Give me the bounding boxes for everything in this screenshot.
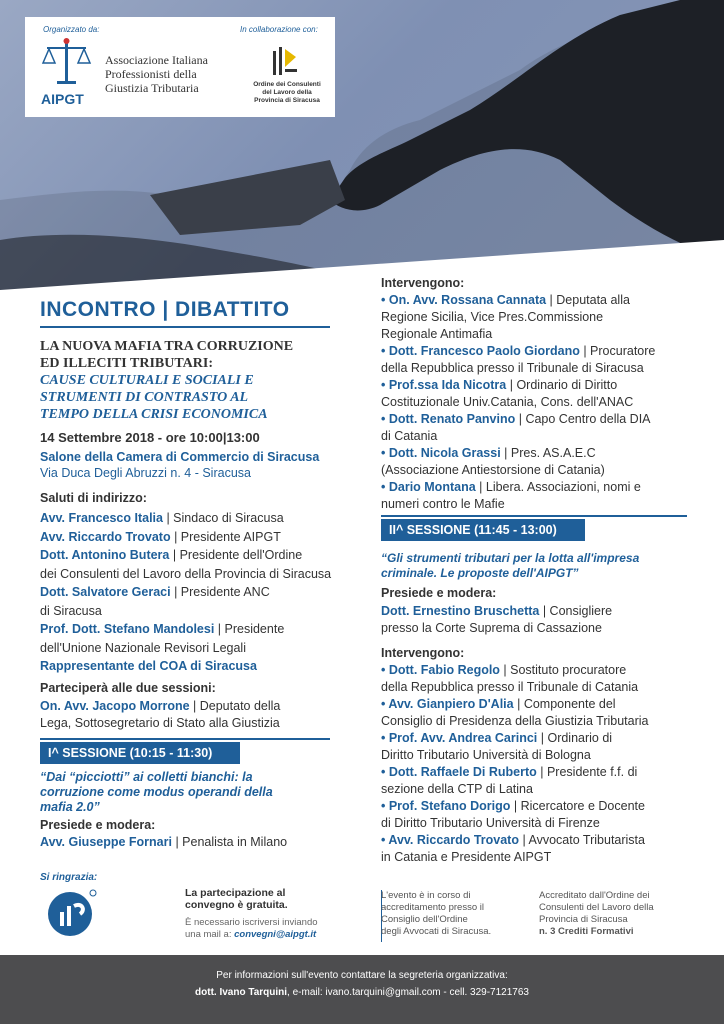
text-line (40, 604, 102, 619)
aipgt-scales-logo (39, 37, 94, 89)
event-title-line: ED ILLECITI TRIBUTARI: (40, 356, 213, 371)
registration-email-link[interactable]: convegni@aipgt.it (234, 929, 317, 940)
event-date: 14 Settembre 2018 - ore 10:00|13:00 (40, 430, 260, 445)
session1-chair (40, 835, 287, 850)
person-role: | Presidente dell'Ordine (169, 548, 303, 562)
person-role: di Catania (381, 429, 438, 443)
person-role: | Sostituto procuratore (499, 663, 627, 677)
text-line (40, 716, 280, 731)
accreditation-line: degli Avvocati di Siracusa. (381, 926, 492, 937)
footer-contact-line (0, 987, 724, 998)
collaborator-name-line: del Lavoro della (262, 89, 312, 96)
person-name: • Dott. Raffaele Di Ruberto (381, 765, 537, 779)
person-name: Avv. Riccardo Trovato (40, 529, 171, 544)
text-line (381, 497, 505, 512)
text-line (40, 659, 257, 674)
person-name: • Prof.ssa Ida Nicotra (381, 378, 507, 392)
text-line (381, 680, 638, 695)
text-line (381, 463, 605, 478)
person-role: | Presidente f.f. di (536, 765, 638, 779)
person-role: presso la Corte Suprema di Cassazione (381, 621, 602, 635)
accreditation-consultants (539, 890, 654, 938)
thanks-label: Si ringrazia: (40, 872, 98, 883)
person-name: • Avv. Riccardo Trovato (381, 833, 519, 847)
sponsor-logo (46, 888, 98, 938)
person-role: | Pres. AS.A.E.C (500, 446, 596, 460)
person-role: | Sindaco di Siracusa (162, 511, 284, 525)
person-name: • Avv. Gianpiero D'Alia (381, 697, 514, 711)
speakers2-heading: Intervengono: (381, 646, 465, 660)
text-line (381, 816, 600, 831)
session1-chair-heading: Presiede e modera: (40, 818, 156, 832)
text-line (381, 748, 591, 763)
event-subtitle-line: STRUMENTI DI CONTRASTO AL (40, 390, 249, 405)
registration-line: È necessario iscriversi inviando (185, 917, 318, 928)
person-role: di Diritto Tributario Università di Firenze (381, 816, 600, 830)
footer-info-line: Per informazioni sull'evento contattare la segreteria organizzativa: (216, 970, 508, 981)
text-line (381, 344, 655, 359)
person-role: Lega, Sottosegretario di Stato alla Giustizia (40, 716, 280, 730)
collaborator-name-line: Provincia di Siracusa (254, 97, 320, 104)
person-role: Regione Sicilia, Vice Pres.Commissione (381, 310, 604, 324)
person-name: • Prof. Stefano Dorigo (381, 799, 511, 813)
accreditation-line: Provincia di Siracusa (539, 914, 628, 925)
person-name: • Dott. Fabio Regolo (381, 663, 500, 677)
text-line (40, 548, 302, 563)
session1-label: I^ SESSIONE (10:15 - 11:30) (40, 742, 240, 764)
free-participation (185, 887, 288, 911)
text-line (381, 412, 651, 427)
text-line (381, 765, 637, 780)
session1-quote (40, 770, 273, 815)
person-role: | Ordinario di (537, 731, 613, 745)
speakers1-heading: Intervengono: (381, 276, 465, 290)
session1-quote-line: corruzione come modus operandi della (40, 785, 273, 799)
chair-role: | Penalista in Milano (171, 835, 288, 849)
person-role: | Ordinario di Diritto (506, 378, 618, 392)
text-line (381, 480, 641, 495)
text-line (381, 782, 533, 797)
session2-divider (381, 515, 687, 517)
event-venue: Salone della Camera di Commercio di Siracusa (40, 450, 320, 464)
person-role: | Componente del (513, 697, 616, 711)
person-role: di Siracusa (40, 603, 102, 618)
text-line (381, 378, 617, 393)
person-role: della Repubblica presso il Tribunale di Catania (381, 680, 639, 694)
footer-contact (0, 955, 724, 1024)
person-role: | Deputata alla (546, 293, 630, 307)
person-name: • Dott. Nicola Grassi (381, 446, 501, 460)
event-subtitle-line: TEMPO DELLA CRISI ECONOMICA (40, 407, 268, 422)
chair-name: Avv. Giuseppe Fornari (40, 835, 172, 849)
session2-quote (381, 551, 639, 581)
accreditation-line: Consiglio dell'Ordine (381, 914, 468, 925)
person-role: Regionale Antimafia (381, 327, 493, 341)
text-line (40, 622, 284, 637)
text-line (40, 585, 270, 600)
session2-chair-heading: Presiede e modera: (381, 586, 497, 600)
person-role: | Capo Centro della DIA (515, 412, 651, 426)
text-line (381, 446, 596, 461)
accreditation-line: L'evento è in corso di (381, 890, 471, 901)
person-name: Rappresentante del COA di Siracusa (40, 659, 257, 673)
text-line (381, 621, 602, 636)
person-role: | Procuratore (579, 344, 656, 358)
person-name: Dott. Ernestino Bruschetta (381, 604, 540, 618)
logo-panel (25, 17, 335, 117)
text-line (381, 361, 644, 376)
person-role: | Presidente AIPGT (170, 529, 281, 544)
organizer-name-line: Professionisti della (105, 67, 197, 81)
session1-divider (40, 738, 330, 740)
person-role: della Repubblica presso il Tribunale di Siracusa (381, 361, 644, 375)
event-kind-heading: INCONTRO | DIBATTITO (40, 298, 290, 321)
session1-quote-line: mafia 2.0” (40, 800, 100, 814)
organizer-name (105, 53, 208, 95)
accreditation-line: Accreditato dall'Ordine dei (539, 890, 650, 901)
accreditation-line: accreditamento presso il (381, 902, 484, 913)
person-role: | Avvocato Tributarista (518, 833, 645, 847)
contact-name: dott. Ivano Tarquini (195, 987, 288, 998)
text-line (40, 567, 331, 582)
hero-photo (0, 0, 724, 290)
heading-divider (40, 326, 330, 328)
session2-quote-line: criminale. Le proposte dell'AIPGT” (381, 566, 579, 580)
text-line (40, 641, 246, 656)
text-line (381, 310, 603, 325)
text-line (381, 714, 649, 729)
text-line (381, 833, 645, 848)
session1-quote-line: “Dai “picciotti” ai colletti bianchi: la (40, 770, 253, 784)
person-role: numeri contro le Mafie (381, 497, 505, 511)
organizer-name-line: Giustizia Tributaria (105, 81, 199, 95)
ordine-consulenti-logo (270, 45, 300, 77)
person-name: Prof. Dott. Stefano Mandolesi (40, 622, 215, 636)
person-name: • Prof. Avv. Andrea Carinci (381, 731, 538, 745)
text-line (381, 663, 626, 678)
registration-prefix: una mail a: (185, 929, 235, 940)
organizer-name-line: Associazione Italiana (105, 53, 208, 67)
text-line (40, 530, 281, 545)
event-address: Via Duca Degli Abruzzi n. 4 - Siracusa (40, 466, 251, 480)
collaborator-name-line: Ordine dei Consulenti (253, 81, 321, 88)
text-line (381, 604, 612, 619)
person-role: | Presidente (214, 622, 285, 636)
person-role: | Consigliere (539, 604, 613, 618)
person-role: | Presidente ANC (170, 585, 270, 599)
person-role: dei Consulenti del Lavoro della Provincia di Siracusa (40, 566, 332, 581)
free-participation-line: convegno è gratuita. (185, 899, 288, 911)
person-role: Consiglio di Presidenza della Giustizia Tributaria (381, 714, 649, 728)
person-role: in Catania e Presidente AIPGT (381, 850, 552, 864)
text-line (381, 697, 616, 712)
person-role: | Deputato della (189, 699, 281, 713)
collaboration-label: In collaborazione con: (240, 25, 318, 34)
aipgt-acronym: AIPGT (41, 91, 84, 107)
accreditation-lawyers (381, 890, 491, 938)
contact-details[interactable]: , e-mail: ivano.tarquini@gmail.com - cell. 329-7121763 (287, 987, 529, 998)
session2-label: II^ SESSIONE (11:45 - 13:00) (381, 519, 585, 541)
person-role: dell'Unione Nazionale Revisori Legali (40, 640, 246, 655)
session2-quote-line: “Gli strumenti tributari per la lotta all'impresa (381, 551, 640, 565)
text-line (40, 511, 284, 526)
registration-note (185, 917, 318, 941)
organized-by-label: Organizzato da: (43, 25, 100, 34)
text-line (40, 699, 280, 714)
text-line (381, 327, 492, 342)
event-title-line: LA NUOVA MAFIA TRA CORRUZIONE (40, 339, 294, 354)
person-name: Dott. Antonino Butera (40, 548, 170, 562)
collaborator-name (247, 81, 327, 105)
person-role: Diritto Tributario Università di Bologna (381, 748, 591, 762)
event-subtitle (40, 372, 268, 423)
person-name: • Dott. Renato Panvino (381, 412, 516, 426)
event-subtitle-line: CAUSE CULTURALI E SOCIALI E (40, 373, 254, 388)
person-name: On. Avv. Jacopo Morrone (40, 699, 190, 713)
text-line (381, 799, 645, 814)
event-title (40, 338, 293, 372)
text-line (381, 731, 612, 746)
accreditation-credits: n. 3 Crediti Formativi (539, 926, 634, 937)
text-line (381, 395, 633, 410)
person-name: • Dario Montana (381, 480, 476, 494)
free-participation-line: La partecipazione al (185, 887, 286, 899)
person-name: Dott. Salvatore Geraci (40, 585, 171, 599)
person-role: Costituzionale Univ.Catania, Cons. dell'ANAC (381, 395, 634, 409)
text-line (381, 850, 551, 865)
both-sessions-heading: Parteciperà alle due sessioni: (40, 681, 216, 695)
registration-email-line (185, 929, 318, 941)
person-role: (Associazione Antiestorsione di Catania) (381, 463, 605, 477)
accreditation-line: Consulenti del Lavoro della (539, 902, 654, 913)
person-role: | Ricercatore e Docente (510, 799, 645, 813)
text-line (381, 429, 437, 444)
text-line (381, 293, 630, 308)
person-name: • On. Avv. Rossana Cannata (381, 293, 547, 307)
person-name: • Dott. Francesco Paolo Giordano (381, 344, 580, 358)
person-role: sezione della CTP di Latina (381, 782, 533, 796)
greetings-heading: Saluti di indirizzo: (40, 491, 147, 505)
person-role: | Libera. Associazioni, nomi e (475, 480, 641, 494)
person-name: Avv. Francesco Italia (40, 511, 163, 525)
